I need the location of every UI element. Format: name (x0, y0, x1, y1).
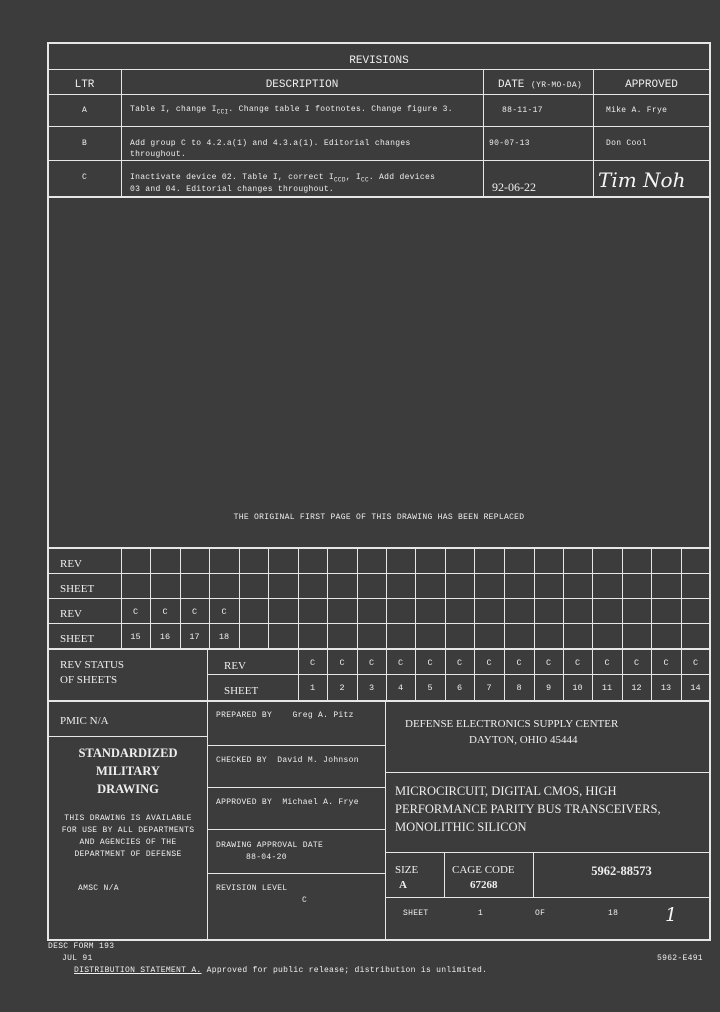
distribution-statement: DISTRIBUTION STATEMENT A. Approved for public release; distribution is unlimited. (74, 966, 488, 975)
rev-status-sheet-cell: 11 (601, 683, 613, 693)
rev-status-sheet-cell: 2 (339, 683, 345, 693)
date-a: 88-11-17 (502, 106, 543, 115)
rev-status-sheet-cell: 12 (631, 683, 642, 693)
grid-sheet-cell: 16 (159, 632, 171, 642)
cage-label: CAGE CODE (452, 864, 515, 876)
grid-rev-cell: C (132, 607, 139, 617)
date-c: 92-06-22 (492, 180, 536, 194)
rev-status-sheet-cell: 5 (427, 683, 433, 693)
rev-status-rev-cell: C (368, 658, 375, 668)
approved-by: APPROVED BY Michael A. Frye (216, 798, 359, 807)
grid-column-line (239, 548, 240, 649)
prepared-by: PREPARED BY Greg A. Pitz (216, 711, 354, 720)
grid-column-line (357, 649, 358, 701)
std-line-2: MILITARY (96, 764, 160, 778)
rev-status-sheet-cell: 10 (572, 683, 583, 693)
approval-date-value: 88-04-20 (246, 853, 287, 862)
grid-rev-cell: C (191, 607, 198, 617)
rev-status-rev-cell: C (663, 658, 669, 668)
grid-column-line (474, 649, 475, 701)
rev-status-sheet-cell: 8 (516, 683, 522, 693)
ltr-header: LTR (74, 79, 95, 91)
date-header: DATE (YR-MO-DA) (498, 79, 583, 91)
rev-status-sheet-cell: 3 (368, 683, 375, 693)
avail-line-4: DEPARTMENT OF DEFENSE (74, 850, 182, 859)
rev-status-sheet-cell: 14 (690, 683, 701, 693)
agency-line-2: DAYTON, OHIO 45444 (469, 734, 578, 746)
date-b: 90-07-13 (489, 139, 530, 148)
replaced-note: THE ORIGINAL FIRST PAGE OF THIS DRAWING HAS BEEN REPLACED (233, 513, 525, 522)
grid-column-line (504, 649, 505, 701)
rev-status-sheet-cell: 1 (309, 683, 316, 693)
size-value: A (399, 879, 407, 891)
grid-rev-cell: C (162, 607, 168, 617)
desc-c-line1: Inactivate device 02. Table I, correct $I_{CCD}$, $I_{CC}$. Add devices (130, 173, 436, 184)
title-line-2: PERFORMANCE PARITY BUS TRANSCEIVERS, (395, 802, 661, 816)
handwritten-page-number: 1 (665, 904, 678, 926)
pmic-label: PMIC N/A (60, 715, 109, 727)
grid-column-line (622, 649, 623, 701)
rev-status-rev-cell: C (545, 658, 552, 668)
std-line-1: STANDARDIZED (78, 746, 178, 760)
grid-label-rev-2: REV (60, 608, 82, 620)
grid-label-sheet-2: SHEET (60, 633, 95, 645)
sheet-total: 18 (608, 909, 619, 918)
grid-column-line (651, 649, 652, 701)
size-label: SIZE (395, 864, 419, 876)
rev-status-rev-cell: C (633, 658, 640, 668)
revision-level-value: C (302, 896, 308, 905)
approval-date-label: DRAWING APPROVAL DATE (216, 841, 324, 850)
rev-status-sheet-cell: 13 (660, 683, 672, 693)
ltr-a: A (81, 106, 88, 115)
rev-status-rev-cell: C (516, 658, 522, 668)
rev-status-rev-cell: C (604, 658, 610, 668)
grid-column-line (327, 649, 328, 701)
desc-b-line2: throughout. (130, 150, 187, 159)
grid-column-line (415, 649, 416, 701)
grid-column-line (563, 649, 564, 701)
approved-b: Don Cool (606, 139, 647, 148)
grid-column-line (534, 649, 535, 701)
desc-b-line1: Add group C to 4.2.a(1) and 4.3.a(1). Editorial changes (130, 139, 411, 148)
agency-line-1: DEFENSE ELECTRONICS SUPPLY CENTER (405, 718, 619, 730)
grid-column-line (386, 649, 387, 701)
rev-status-sheet-label: SHEET (224, 685, 259, 697)
avail-line-2: FOR USE BY ALL DEPARTMENTS (61, 826, 195, 835)
approved-c-signature: Tim Noh (598, 168, 686, 192)
approved-header: APPROVED (625, 79, 678, 91)
sheet-number: 1 (478, 909, 484, 918)
form-date: JUL 91 (62, 954, 93, 963)
rev-status-rev-cell: C (309, 658, 316, 668)
rev-status-label-2: OF SHEETS (60, 674, 118, 686)
drawing-number: 5962-88573 (591, 864, 652, 878)
desc-a: Table I, change $I_{CCI}$. Change table I footnotes. Change figure 3. (130, 105, 453, 116)
cage-value: 67268 (470, 879, 498, 891)
title-line-1: MICROCIRCUIT, DIGITAL CMOS, HIGH (395, 784, 617, 798)
grid-rev-cell: C (221, 607, 227, 617)
ltr-b: B (81, 139, 88, 148)
grid-sheet-cell: 17 (189, 632, 200, 642)
rev-status-rev-cell: C (427, 658, 433, 668)
description-header: DESCRIPTION (265, 79, 339, 91)
rev-status-rev-cell: C (692, 658, 699, 668)
avail-line-1: THIS DRAWING IS AVAILABLE (64, 814, 192, 823)
rev-status-rev-cell: C (486, 658, 492, 668)
grid-sheet-cell: 18 (218, 632, 230, 642)
revision-level-label: REVISION LEVEL (216, 884, 288, 893)
form-number: DESC FORM 193 (48, 942, 115, 951)
rev-status-rev-cell: C (574, 658, 581, 668)
revisions-title: REVISIONS (349, 55, 409, 67)
form-code: 5962-E491 (657, 954, 703, 963)
sheet-label: SHEET (403, 909, 429, 918)
rev-status-sheet-cell: 4 (397, 683, 404, 693)
of-label: OF (535, 909, 546, 918)
rev-status-rev-label: REV (224, 660, 246, 672)
approved-a: Mike A. Frye (606, 106, 668, 115)
grid-column-line (681, 649, 682, 701)
grid-column-line (268, 548, 269, 649)
rev-status-sheet-cell: 6 (456, 683, 463, 693)
std-line-3: DRAWING (97, 782, 159, 796)
grid-label-sheet-1: SHEET (60, 583, 95, 595)
rev-status-sheet-cell: 9 (545, 683, 552, 693)
rev-status-rev-cell: C (397, 658, 404, 668)
desc-c-line2: 03 and 04. Editorial changes throughout. (130, 185, 335, 194)
rev-status-label-1: REV STATUS (60, 659, 125, 671)
title-line-3: MONOLITHIC SILICON (395, 820, 527, 834)
grid-column-line (445, 649, 446, 701)
grid-sheet-cell: 15 (130, 632, 141, 642)
rev-status-rev-cell: C (339, 658, 345, 668)
checked-by: CHECKED BY David M. Johnson (216, 756, 359, 765)
grid-column-line (298, 649, 299, 701)
grid-label-rev-1: REV (60, 558, 82, 570)
grid-column-line (592, 649, 593, 701)
rev-status-sheet-cell: 7 (486, 683, 492, 693)
amsc-label: AMSC N/A (78, 884, 119, 893)
avail-line-3: AND AGENCIES OF THE (79, 838, 177, 847)
ltr-c: C (81, 173, 88, 182)
rev-status-rev-cell: C (456, 658, 463, 668)
